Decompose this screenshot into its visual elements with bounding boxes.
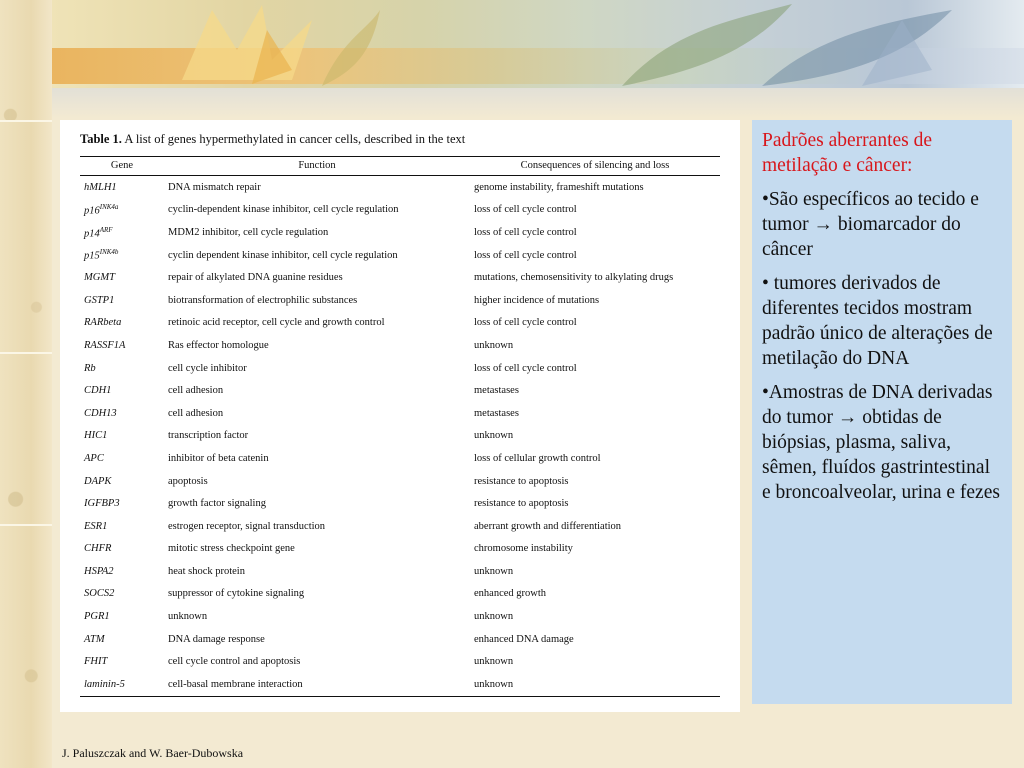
gene-cell	[80, 605, 164, 628]
gene-cell	[80, 221, 164, 244]
table-row	[80, 538, 720, 561]
consequence-cell: resistance to apoptosis	[474, 498, 569, 510]
function-cell: unknown	[168, 611, 208, 623]
gene-superscript: ARF	[99, 225, 113, 234]
panel-title: Padrões aberrantes de metilação e câncer:	[762, 130, 933, 176]
table-row	[80, 266, 720, 289]
table-row	[80, 605, 720, 628]
function-cell: inhibitor of beta catenin	[168, 452, 269, 464]
gene-cell	[80, 357, 164, 380]
consequence-cell: higher incidence of mutations	[474, 294, 600, 306]
gene-cell	[80, 470, 164, 493]
consequence-cell: unknown	[470, 673, 720, 696]
gene-cell	[80, 628, 164, 651]
table-row	[80, 221, 720, 244]
gene-cell	[80, 492, 164, 515]
gene-cell	[80, 560, 164, 583]
parchment-divider	[0, 120, 52, 122]
function-cell: cell-basal membrane interaction	[164, 673, 470, 696]
table-caption	[80, 132, 465, 147]
table-row	[80, 673, 720, 696]
gene-cell	[80, 673, 164, 696]
header-consequences: Consequences of silencing and loss	[470, 157, 720, 176]
table-row	[80, 492, 720, 515]
consequence-cell: genome instability, frameshift mutations	[474, 181, 644, 193]
gene-cell	[80, 425, 164, 448]
gene-cell	[80, 650, 164, 673]
function-cell: cell cycle inhibitor	[168, 362, 247, 374]
table-row	[80, 650, 720, 673]
gene-cell	[80, 289, 164, 312]
table-row	[80, 560, 720, 583]
gene-cell	[80, 334, 164, 357]
function-cell: cell adhesion	[168, 407, 224, 419]
consequence-cell: metastases	[474, 407, 519, 419]
gene-name: CDH1	[84, 385, 112, 397]
function-cell: DNA mismatch repair	[168, 181, 261, 193]
consequence-cell: unknown	[474, 339, 514, 351]
function-cell: retinoic acid receptor, cell cycle and growth control	[168, 317, 385, 329]
consequence-cell: enhanced DNA damage	[474, 633, 574, 645]
table-row	[80, 244, 720, 267]
gene-cell	[80, 312, 164, 335]
parchment-divider	[0, 524, 52, 526]
table-row	[80, 312, 720, 335]
function-cell: transcription factor	[168, 430, 249, 442]
gene-name: DAPK	[84, 475, 112, 487]
gene-cell	[80, 515, 164, 538]
table-row	[80, 402, 720, 425]
gene-name: HSPA2	[84, 565, 114, 577]
gene-name: GSTP1	[84, 294, 115, 306]
gene-name: ESR1	[84, 520, 108, 532]
gene-superscript: INK4a	[99, 203, 119, 212]
consequence-cell: metastases	[474, 385, 519, 397]
gene-name: RASSF1A	[84, 339, 126, 351]
gene-name: Rb	[84, 362, 96, 374]
consequence-cell: loss of cellular growth control	[474, 452, 601, 464]
gene-name: ATM	[84, 633, 105, 645]
table-row	[80, 628, 720, 651]
header-function: Function	[164, 157, 470, 176]
consequence-cell: unknown	[474, 565, 514, 577]
consequence-cell: loss of cell cycle control	[474, 226, 577, 238]
table-body	[80, 176, 720, 697]
header-gene: Gene	[80, 157, 164, 176]
panel-bullet: •São específicos ao tecido e tumor → biomarcador do câncer	[762, 189, 979, 260]
function-cell: repair of alkylated DNA guanine residues	[168, 272, 343, 284]
function-cell: suppressor of cytokine signaling	[168, 588, 305, 600]
gene-name: SOCS2	[84, 588, 115, 600]
leaf-decoration-icon	[142, 0, 382, 88]
parchment-divider	[0, 352, 52, 354]
function-cell: growth factor signaling	[168, 498, 266, 510]
gene-superscript: INK4b	[99, 248, 119, 257]
info-panel	[752, 120, 1012, 704]
decorative-banner	[52, 0, 1024, 88]
table-header-row	[80, 157, 720, 176]
gene-table	[80, 156, 720, 697]
function-cell: apoptosis	[168, 475, 208, 487]
table-caption-text: A list of genes hypermethylated in cancer cells, described in the text	[124, 132, 466, 146]
gene-name: MGMT	[84, 272, 115, 284]
consequence-cell: unknown	[474, 611, 514, 623]
table-row	[80, 379, 720, 402]
function-cell: MDM2 inhibitor, cell cycle regulation	[168, 226, 329, 238]
gene-name: p16	[84, 205, 100, 217]
gene-name: IGFBP3	[84, 498, 120, 510]
consequence-cell: loss of cell cycle control	[474, 204, 577, 216]
consequence-cell: chromosome instability	[474, 543, 573, 555]
source-credit: J. Paluszczak and W. Baer-Dubowska	[62, 746, 244, 760]
table-row	[80, 470, 720, 493]
gene-name: CDH13	[84, 407, 117, 419]
consequence-cell: mutations, chemosensitivity to alkylating drugs	[474, 272, 674, 284]
table-row	[80, 289, 720, 312]
consequence-cell: loss of cell cycle control	[474, 249, 577, 261]
function-cell: biotransformation of electrophilic substances	[168, 294, 358, 306]
consequence-cell: resistance to apoptosis	[474, 475, 569, 487]
function-cell: Ras effector homologue	[168, 339, 269, 351]
consequence-cell: loss of cell cycle control	[474, 362, 577, 374]
gene-name: p14	[84, 228, 100, 240]
table-row	[80, 515, 720, 538]
gene-cell	[80, 176, 164, 199]
gene-name: HIC1	[84, 430, 108, 442]
gene-name: RARbeta	[84, 317, 122, 329]
gene-name: hMLH1	[84, 181, 117, 193]
consequence-cell: unknown	[474, 656, 514, 668]
function-cell: cyclin dependent kinase inhibitor, cell cycle regulation	[168, 249, 398, 261]
gene-cell	[80, 447, 164, 470]
gene-name: FHIT	[84, 656, 108, 668]
gene-name: laminin-5	[84, 678, 125, 690]
table-row	[80, 357, 720, 380]
panel-bullet: • tumores derivados de diferentes tecidos mostram padrão único de alterações de metilação do DNA	[762, 273, 993, 369]
gene-name: APC	[84, 452, 104, 464]
consequence-cell: aberrant growth and differentiation	[474, 520, 622, 532]
banner-shadow	[52, 88, 1024, 118]
function-cell: mitotic stress checkpoint gene	[168, 543, 295, 555]
leaf-decoration-icon	[612, 0, 972, 88]
function-cell: estrogen receptor, signal transduction	[168, 520, 326, 532]
table-row	[80, 199, 720, 222]
table-row	[80, 425, 720, 448]
panel-bullet: •Amostras de DNA derivadas do tumor → obtidas de biópsias, plasma, saliva, sêmen, fluídos gastrintestinal e broncoalveolar, urina e fezes	[762, 382, 1000, 503]
function-cell: DNA damage response	[168, 633, 265, 645]
function-cell: cyclin-dependent kinase inhibitor, cell cycle regulation	[168, 204, 399, 216]
consequence-cell: enhanced growth	[474, 588, 547, 600]
table-row	[80, 583, 720, 606]
gene-cell	[80, 583, 164, 606]
gene-name: PGR1	[84, 611, 110, 623]
gene-cell	[80, 266, 164, 289]
gene-name: CHFR	[84, 543, 112, 555]
table-caption-label: Table 1.	[80, 132, 122, 146]
gene-cell	[80, 199, 164, 222]
table-row	[80, 176, 720, 199]
function-cell: cell cycle control and apoptosis	[168, 656, 301, 668]
gene-cell	[80, 379, 164, 402]
gene-table-figure	[60, 120, 740, 712]
table-row	[80, 334, 720, 357]
gene-name: p15	[84, 250, 100, 262]
function-cell: heat shock protein	[168, 565, 245, 577]
consequence-cell: loss of cell cycle control	[474, 317, 577, 329]
gene-cell	[80, 402, 164, 425]
gene-cell	[80, 538, 164, 561]
gene-cell	[80, 244, 164, 267]
consequence-cell: unknown	[474, 430, 514, 442]
table-row	[80, 447, 720, 470]
parchment-background	[0, 0, 52, 768]
function-cell: cell adhesion	[168, 385, 224, 397]
